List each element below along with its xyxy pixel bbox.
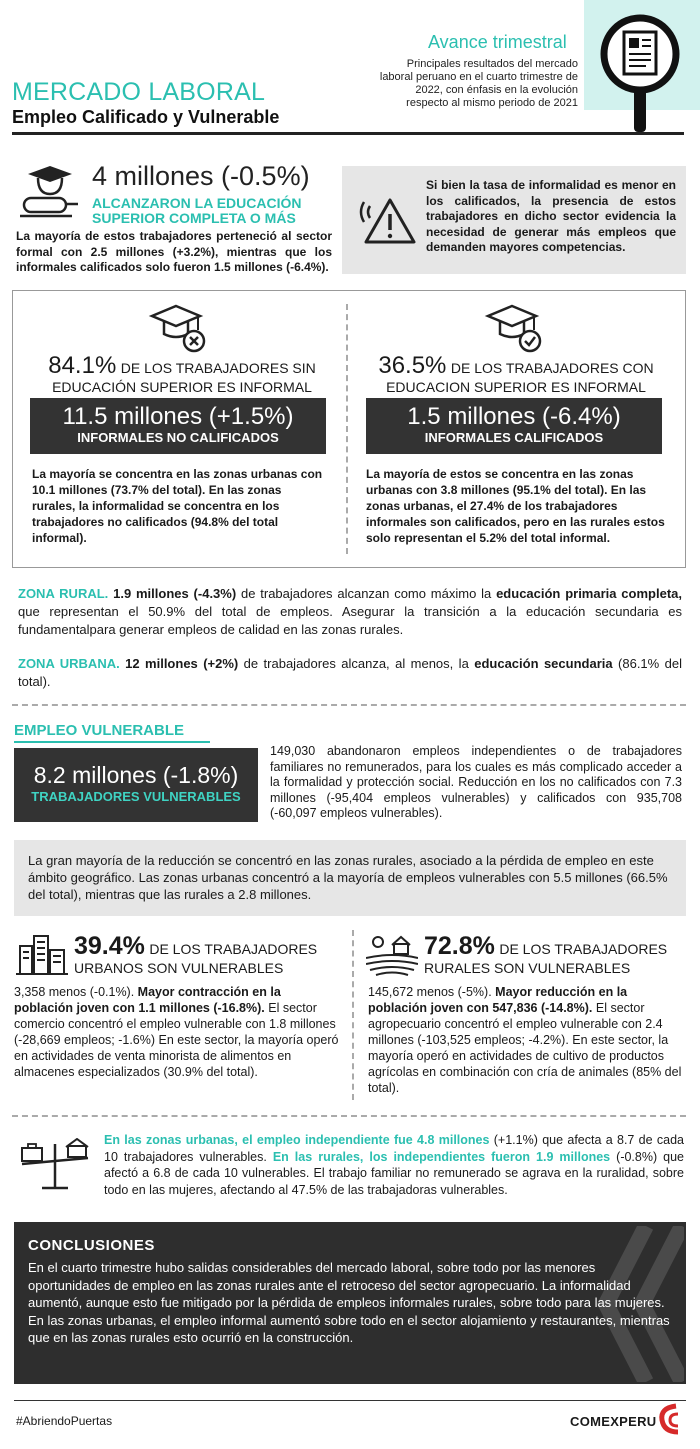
informal-left-bar-label: INFORMALES NO CALIFICADOS [77,430,279,445]
vulnerable-bar [14,748,258,822]
independent-t4: (-0.8%) que afectó a 6.8 de cada 10 vulnerables. El trabajo familiar no remunerado se agrava en la ruralidad, sobre todo en las mujeres, afectando al 47.5% de las trabajadoras vulnerables. [104,1149,684,1197]
avance-description: Principales resultados del mercado laboral peruano en el cuarto trimestre de 2022, con énfasis en la evolución respecto al mismo periodo de 2021 [379,58,578,109]
informal-right-header [356,352,676,380]
urban-a: 3,358 menos (-0.1%). [14,985,138,999]
informal-right-line2: EDUCACION SUPERIOR ES INFORMAL [386,379,646,395]
informal-right-bar [366,398,662,454]
zona-urbana-bold1: 12 millones (+2%) [125,656,239,671]
top-big-number: 4 millones (-0.5%) [92,161,310,191]
zona-urbana-label: ZONA URBANA. [18,656,120,671]
informal-right-pct: 36.5% [378,352,447,379]
urban-pct: 39.4% [74,932,145,960]
independent-t2: (+1.1%) que afecta a 8.7 de cada 10 trabajadores vulnerables. [104,1133,685,1164]
zona-urbana-bold2: educación secundaria [474,656,613,671]
zona-urbana-text1: de trabajadores alcanza, al menos, la [238,656,475,671]
informal-right-text: La mayoría de estos se concentra en las zonas urbanas con 3.8 millones (95.1% del total). En las zonas urbanas, el 27.4% de los trabajadores informales son calificados, pero en las rurales estos solo representan el 5.2% del total informal. [366,467,665,545]
vulnerable-title-underline [14,741,210,743]
footer-hashtag: #AbriendoPuertas [16,1414,113,1428]
independent-t3: En las rurales, los independientes fueron 1.9 millones [272,1149,611,1164]
urban-rural-divider [352,930,354,1100]
informal-right-pct-text: DE LOS TRABAJADORES CON [450,360,654,376]
vulnerable-title: EMPLEO VULNERABLE [14,722,185,739]
header-divider [12,132,684,135]
urban-b: Mayor contracción en la población joven con 1.1 millones (-16.8%). [14,985,281,1015]
informal-left-bar-big: 11.5 millones (+1.5%) [62,403,294,430]
informal-left-header [26,352,338,380]
cap-check-icon [484,304,548,359]
urban-paragraph [14,984,340,1080]
conclusions-text: En el cuarto trimestre hubo salidas considerables del mercado laboral, sobre todo por las menores oportunidades de empleo en las zonas rurales ante el retroceso del sector agropecuario. La informalidad aumentó, aunque esto fue mitigado por la pérdida de empleos informales rurales, sobre todo para las mujeres. En las zonas urbanas, el empleo informal aumentó sobre todo en el sector alojamiento y restaurantes, mientras que en las zonas rurales esto ocurrió en la construcción. [28,1260,670,1345]
vulnerable-big: 8.2 millones (-1.8%) [33,762,239,788]
rural-paragraph [368,984,684,1096]
informal-left-bar [30,398,326,454]
page-subtitle: Empleo Calificado y Vulnerable [12,107,280,127]
document-search-icon [596,8,684,141]
warning-icon [354,190,420,253]
urban-header [74,932,350,961]
independent-t1: En las zonas urbanas, el empleo independiente fue 4.8 millones [104,1133,490,1147]
informal-left-line2: EDUCACIÓN SUPERIOR ES INFORMAL [52,379,312,395]
zona-rural-text1: de trabajadores alcanzan como máximo la [236,586,497,601]
city-buildings-icon [16,932,68,981]
footer-brand: COMEXPERU [570,1414,657,1429]
cap-x-icon [148,304,212,359]
urban-c: El sector comercio concentró el empleo vulnerable con 1.8 millones (-28,669 empleos; -1.6%) En este sector, la mayoría operó en actividades de venta minorista de alimentos en almacenes especializados (30.9% del total). [14,1001,339,1079]
urban-t2: URBANOS SON VULNERABLES [74,960,284,976]
zona-urbana-text2: (86.1% del total). [18,656,682,689]
zona-rural-paragraph [18,585,682,639]
vulnerable-text: 149,030 abandonaron empleos independientes o de trabajadores familiares no remunerados, para los cuales es más complicado acceder a la formalidad y protección social. Reducción en los no calificados con 7.3 millones (-95,404 empleos vulnerables) y calificados con 935,708 (-60,097 empleos vulnerables). [270,744,682,820]
footer-divider [14,1400,686,1401]
urban-t1: DE LOS TRABAJADORES [149,941,318,957]
zona-rural-bold1: 1.9 millones (-4.3%) [113,586,237,601]
rural-header [424,932,688,961]
graduate-icon [16,164,84,227]
independent-paragraph [104,1132,684,1198]
informal-left-text: La mayoría se concentra en las zonas urbanas con 10.1 millones (73.7% del total). En las zonas rurales, la informalidad se concentra en los trabajadores no calificados (94.8% del total informal). [32,467,323,545]
conclusions-title: CONCLUSIONES [28,1237,155,1254]
zona-rural-text2: que representan el 50.9% del total de empleos. Asegurar la transición a la educación secundaria es fundamentalpara generar empleos de calidad en las zonas rurales. [18,604,682,637]
informal-left-pct: 84.1% [48,352,117,379]
rural-b: Mayor reducción en la población joven con 547,836 (-14.8%). [368,985,628,1015]
section-divider-1 [12,704,686,706]
top-caption: ALCANZARON LA EDUCACIÓN SUPERIOR COMPLETA O MÁS [92,195,302,226]
top-text: La mayoría de estos trabajadores perteneció al sector formal con 2.5 millones (+3.2%), mientras que los informales calificados solo fueron 1.5 millones (-6.4%). [16,229,332,274]
vulnerable-label: TRABAJADORES VULNERABLES [31,789,241,804]
informal-left-pct-text: DE LOS TRABAJADORES SIN [120,360,316,376]
informal-divider [346,304,348,554]
vulnerable-gray-text: La gran mayoría de la reducción se concentró en las zonas rurales, asociado a la pérdida de empleo en este ámbito geográfico. Las zonas urbanas concentró a la mayoría de empleos vulnerables con 5.5 millones (66.5% del total), mientras que las rurales a 2.8 millones. [28,853,668,902]
rural-t1: DE LOS TRABAJADORES [499,941,668,957]
rural-a: 145,672 menos (-5%). [368,985,496,999]
warning-text: Si bien la tasa de informalidad es menor en los calificados, la presencia de estos trabajadores en dicho sector evidencia la necesidad de generar más empleos que demanden mayores competencias. [426,178,676,254]
informal-right-bar-label: INFORMALES CALIFICADOS [424,430,604,445]
zona-rural-label: ZONA RURAL. [18,586,109,601]
zona-urbana-paragraph [18,655,682,691]
section-divider-2 [12,1115,686,1117]
informal-right-bar-big: 1.5 millones (-6.4%) [407,403,621,430]
rural-c: El sector agropecuario concentró el empleo vulnerable con 2.4 millones (-103,525 empleos; -4.2%). En este sector, la mayoría operó en actividades de cultivo de productos agrícolas en combinación con cría de animales (85% del total). [368,1001,682,1095]
rural-landscape-icon [366,932,418,981]
page-title: MERCADO LABORAL [12,78,266,106]
scale-balance-icon [16,1138,94,1197]
rural-t2: RURALES SON VULNERABLES [424,960,631,976]
zona-rural-bold2: educación primaria completa, [496,586,682,601]
brand-logo-icon [656,1402,684,1443]
avance-title: Avance trimestral [428,32,567,52]
rural-pct: 72.8% [424,932,495,960]
